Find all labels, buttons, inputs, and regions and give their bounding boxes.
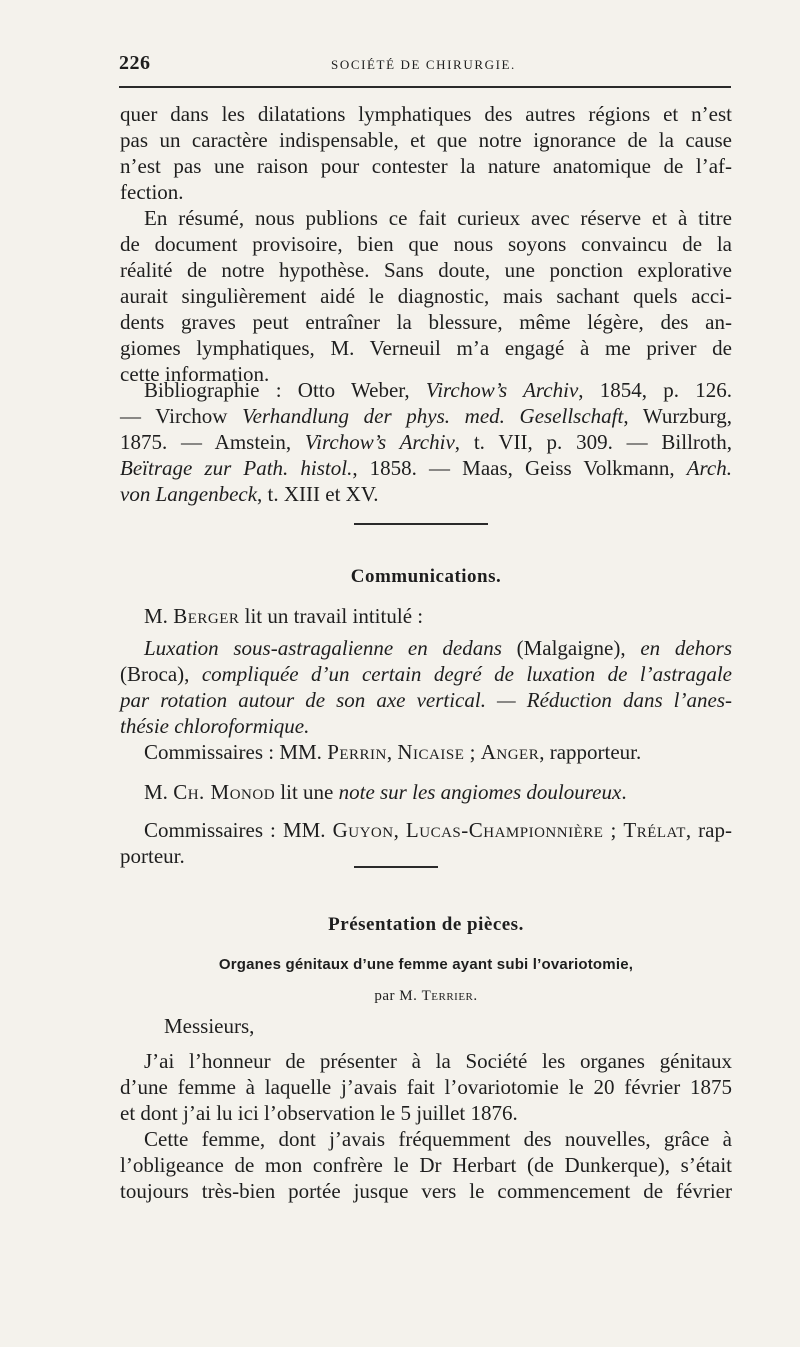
text-line: et dont j’ai lu ici l’observation le 5 juillet 1876. bbox=[120, 1101, 518, 1125]
text-run: . bbox=[621, 780, 627, 804]
text-line: Cette femme, dont j’avais fréquemment des nouvelles, grâce à bbox=[144, 1127, 732, 1151]
author-name: Terrier bbox=[421, 988, 474, 1004]
text-run: 1875. — Amstein, bbox=[120, 430, 305, 454]
text-run: ; bbox=[603, 818, 624, 842]
text-run: ; bbox=[464, 740, 481, 764]
text-line bbox=[120, 603, 732, 629]
text-run: — Virchow bbox=[120, 404, 243, 428]
communication-monod bbox=[120, 779, 732, 805]
text-line: aurait singulièrement aidé le diagnostic, mais sachant quels acci- bbox=[120, 284, 732, 308]
running-head: SOCIÉTÉ DE CHIRURGIE. bbox=[331, 57, 516, 72]
text-line bbox=[120, 481, 732, 507]
title-run: Luxation sous-astragalienne en dedans bbox=[144, 636, 502, 660]
text-run: , rap- bbox=[685, 818, 732, 842]
author-name: Trélat bbox=[623, 818, 686, 842]
text-run: Commissaires : MM. bbox=[144, 818, 333, 842]
text-run: , 1854, p. 126. bbox=[578, 378, 732, 402]
article-subtitle: Organes génitaux d’une femme ayant subi l’ovariotomie, bbox=[218, 956, 634, 973]
text-run: , Wurzburg, bbox=[623, 404, 732, 428]
journal-title: Virchow’s Archiv bbox=[425, 378, 579, 402]
author-name: Anger bbox=[480, 740, 540, 764]
text-line bbox=[120, 661, 732, 687]
paragraph-summary bbox=[120, 205, 732, 387]
journal-title: Verhandlung der phys. med. Gesellschaft bbox=[242, 404, 624, 428]
text-line: giomes lymphatiques, M. Verneuil m’a engagé à me priver de bbox=[120, 336, 732, 360]
communication-title bbox=[120, 635, 732, 739]
journal-title: Arch. bbox=[686, 456, 732, 480]
section-title-presentation: Présentation de pièces. bbox=[328, 914, 524, 935]
author-name: Perrin bbox=[327, 740, 387, 764]
text-line: En résumé, nous publions ce fait curieux avec réserve et à titre bbox=[144, 206, 732, 230]
commissioners-1 bbox=[120, 739, 732, 765]
text-line: pas un caractère indispensable, et que notre ignorance de la cause bbox=[120, 128, 732, 152]
text-line: n’est pas une raison pour contester la nature anatomique de l’af- bbox=[120, 154, 732, 178]
text-line: J’ai l’honneur de présenter à la Société les organes génitaux bbox=[144, 1049, 732, 1073]
text-run: . bbox=[473, 988, 478, 1004]
journal-title: von Langenbeck bbox=[120, 482, 258, 506]
commissioners-2 bbox=[120, 817, 732, 869]
text-run: Bibliographie : Otto Weber, bbox=[144, 378, 426, 402]
text-run: , bbox=[393, 818, 406, 842]
author-name: Guyon bbox=[332, 818, 394, 842]
section-separator bbox=[354, 866, 438, 868]
title-run: par rotation autour de son axe vertical. — Réduction dans l’anes- bbox=[120, 688, 732, 712]
text-line bbox=[120, 779, 732, 805]
presentation-para-2 bbox=[120, 1126, 732, 1204]
article-byline bbox=[120, 988, 732, 1005]
text-run: Commissaires : MM. bbox=[144, 740, 328, 764]
bibliography bbox=[120, 377, 732, 507]
paragraph-continuation bbox=[120, 101, 732, 205]
text-line bbox=[120, 455, 732, 481]
text-run: , rapporteur. bbox=[539, 740, 642, 764]
text-run: , t. XIII et XV. bbox=[257, 482, 379, 506]
text-run: , t. VII, p. 309. — Billroth, bbox=[454, 430, 732, 454]
text-line bbox=[120, 817, 732, 843]
author-name: Ch. Monod bbox=[173, 780, 276, 804]
text-line bbox=[120, 635, 732, 661]
text-line: quer dans les dilatations lymphatiques des autres régions et n’est bbox=[120, 102, 732, 126]
text-run: M. bbox=[144, 780, 174, 804]
text-line: réalité de notre hypothèse. Sans doute, une ponction explorative bbox=[120, 258, 732, 282]
page-header bbox=[119, 52, 731, 76]
text-line bbox=[120, 403, 732, 429]
title-run: note sur les angiomes douloureux bbox=[338, 780, 622, 804]
presentation-para-1 bbox=[120, 1048, 732, 1126]
text-run: par M. bbox=[374, 988, 422, 1004]
journal-title: Virchow’s Archiv bbox=[304, 430, 455, 454]
text-line bbox=[120, 429, 732, 455]
header-rule bbox=[119, 86, 731, 88]
text-line: d’une femme à laquelle j’avais fait l’ovariotomie le 20 février 1875 bbox=[120, 1075, 732, 1099]
text-line: de document provisoire, bien que nous soyons convaincu de la bbox=[120, 232, 732, 256]
text-line bbox=[120, 713, 732, 739]
text-run: lit une bbox=[275, 780, 339, 804]
text-run: (Broca), bbox=[120, 662, 202, 686]
text-run: lit un travail intitulé : bbox=[239, 604, 424, 628]
text-line: fection. bbox=[120, 180, 184, 204]
text-line: toujours très-bien portée jusque vers le commencement de février bbox=[120, 1179, 732, 1203]
title-run: en dehors bbox=[640, 636, 732, 660]
text-run: M. bbox=[144, 604, 174, 628]
text-run: (Malgaigne), bbox=[501, 636, 641, 660]
title-run: compliquée d’un certain degré de luxation de l’astragale bbox=[201, 662, 732, 686]
text-line bbox=[120, 687, 732, 713]
text-line bbox=[120, 377, 732, 403]
title-run: thésie chloroformique. bbox=[120, 714, 310, 738]
section-separator bbox=[354, 523, 488, 525]
author-name: Lucas-Championnière bbox=[405, 818, 604, 842]
section-title-communications: Communications. bbox=[350, 566, 502, 587]
text-run: , bbox=[386, 740, 398, 764]
text-run: , 1858. — Maas, Geiss Volkmann, bbox=[352, 456, 687, 480]
salutation: Messieurs, bbox=[164, 1014, 255, 1038]
author-name: Berger bbox=[173, 604, 240, 628]
journal-title: Beïtrage zur Path. histol. bbox=[120, 456, 353, 480]
text-line: cette information. bbox=[120, 362, 270, 386]
page-number: 226 bbox=[119, 52, 151, 74]
text-line: dents graves peut entraîner la blessure, même légère, des an- bbox=[120, 310, 732, 334]
text-line: porteur. bbox=[120, 844, 185, 868]
author-name: Nicaise bbox=[397, 740, 465, 764]
text-line: l’obligeance de mon confrère le Dr Herbart (de Dunkerque), s’était bbox=[120, 1153, 732, 1177]
text-line bbox=[120, 739, 732, 765]
communications-body bbox=[120, 603, 732, 629]
